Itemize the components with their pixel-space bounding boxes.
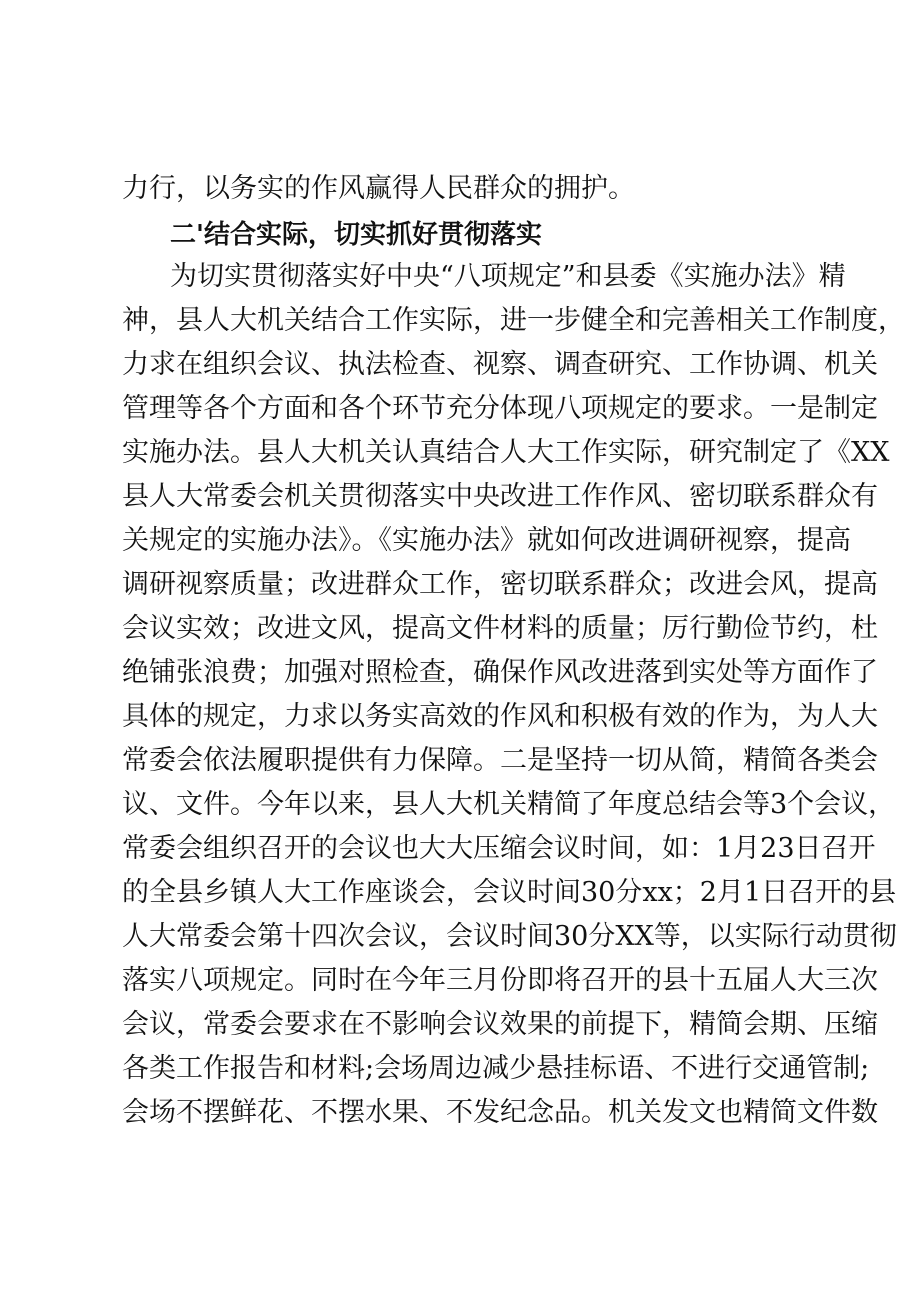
opening-line: 力行，以务实的作风赢得人民群众的拥护。 [122,173,635,204]
paragraph-line: 县人大常委会机关贯彻落实中央改进工作作风、密切联系群众有 [122,481,878,512]
paragraph-line: 调研视察质量；改进群众工作，密切联系群众；改进会风，提高 [122,569,878,600]
paragraph-line: 实施办法。县人大机关认真结合人大工作实际，研究制定了《XX [122,437,890,468]
paragraph-line: 为切实贯彻落实好中央“八项规定”和县委《实施办法》精 [170,261,846,292]
paragraph-line: 神，县人大机关结合工作实际，进一步健全和完善相关工作制度， [122,305,905,336]
paragraph-line: 各类工作报告和材料;会场周边减少悬挂标语、不进行交通管制; [122,1053,870,1084]
paragraph-line: 人大常委会第十四次会议，会议时间30分XX等，以实际行动贯彻 [122,921,897,952]
paragraph-line: 会议实效；改进文风，提高文件材料的质量；厉行勤俭节约，杜 [122,613,878,644]
paragraph-line: 的全县乡镇人大工作座谈会，会议时间30分xx；2月1日召开的县 [122,877,897,908]
paragraph-line: 议、文件。今年以来，县人大机关精简了年度总结会等3个会议， [122,789,896,820]
paragraph-line: 管理等各个方面和各个环节充分体现八项规定的要求。一是制定 [122,393,878,424]
paragraph-line: 常委会依法履职提供有力保障。二是坚持一切从简，精简各类会 [122,745,878,776]
paragraph-line: 绝铺张浪费；加强对照检查，确保作风改进落到实处等方面作了 [122,657,878,688]
paragraph-line: 关规定的实施办法》。《实施办法》就如何改进调研视察，提高 [122,525,851,556]
paragraph-line: 常委会组织召开的会议也大大压缩会议时间，如：1月23日召开 [122,833,876,864]
paragraph-line: 会议，常委会要求在不影响会议效果的前提下，精简会期、压缩 [122,1009,878,1040]
paragraph-line: 力求在组织会议、执法检查、视察、调查研究、工作协调、机关 [122,349,878,380]
paragraph-line: 具体的规定，力求以务实高效的作风和积极有效的作为，为人大 [122,701,878,732]
section-heading: 二'结合实际，切实抓好贯彻落实 [170,220,542,250]
paragraph-line: 落实八项规定。同时在今年三月份即将召开的县十五届人大三次 [122,965,878,996]
paragraph-line: 会场不摆鲜花、不摆水果、不发纪念品。机关发文也精简文件数 [122,1097,878,1128]
